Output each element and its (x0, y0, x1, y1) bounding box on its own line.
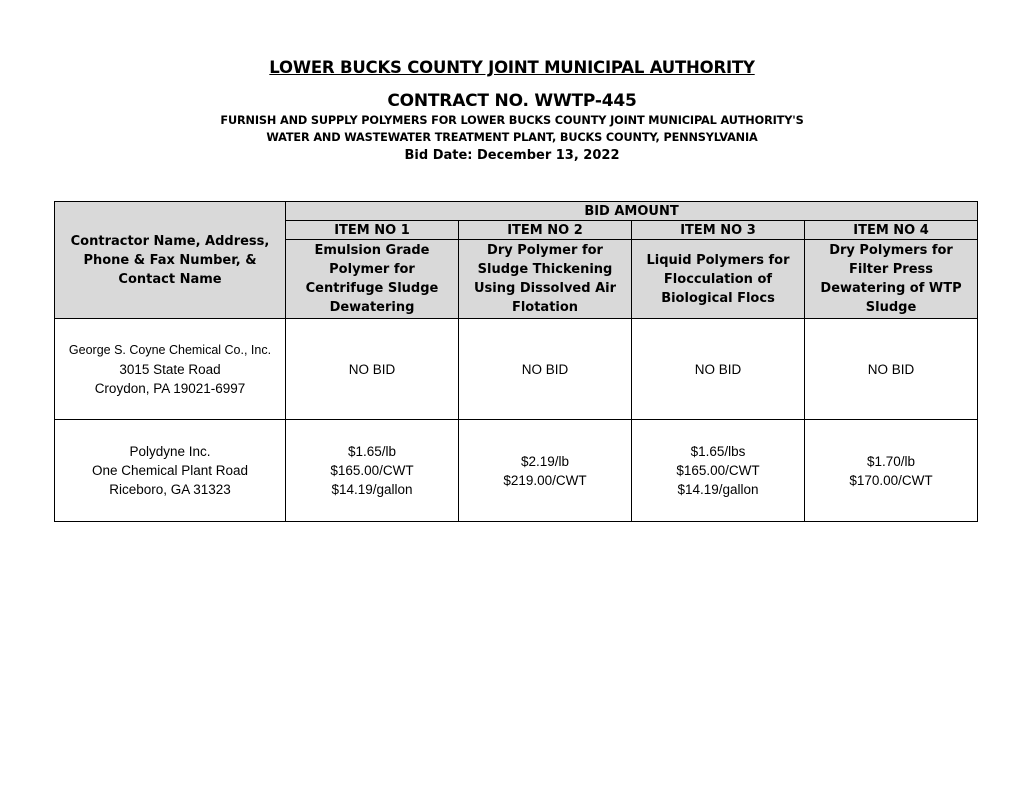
contractor-name: Polydyne Inc. (129, 444, 211, 459)
bid-value: $170.00/CWT (849, 472, 933, 488)
bid-cell (805, 420, 978, 522)
contractor-cell (55, 420, 286, 522)
item-2-number: ITEM NO 2 (459, 221, 632, 240)
item-1-description: Emulsion Grade Polymer for Centrifuge Sludge Dewatering (286, 240, 459, 319)
bid-value: NO BID (867, 361, 915, 377)
bid-cell (632, 319, 805, 420)
bid-value: $1.65/lb (347, 444, 397, 459)
table-row (55, 420, 978, 522)
bid-cell (459, 420, 632, 522)
bid-value: NO BID (694, 361, 742, 377)
bid-value: NO BID (348, 361, 396, 377)
item-1-number: ITEM NO 1 (286, 221, 459, 240)
bid-cell (459, 319, 632, 420)
contract-number: CONTRACT NO. WWTP-445 (387, 91, 637, 111)
contractor-cell (55, 319, 286, 420)
bid-value: NO BID (521, 361, 569, 377)
description-line-2: WATER AND WASTEWATER TREATMENT PLANT, BUCKS COUNTY, PENNSYLVANIA (266, 131, 758, 144)
table-row (55, 319, 978, 420)
contractor-address-2: Riceboro, GA 31323 (109, 482, 231, 497)
contractor-name: George S. Coyne Chemical Co., Inc. (68, 342, 272, 357)
item-3-description: Liquid Polymers for Flocculation of Biological Flocs (632, 240, 805, 319)
bid-value: $14.19/gallon (677, 482, 759, 497)
bid-value: $219.00/CWT (503, 472, 587, 488)
bid-tabulation-table (54, 201, 978, 522)
bid-amount-header: BID AMOUNT (286, 202, 978, 221)
bid-value: $165.00/CWT (330, 463, 414, 478)
item-4-number: ITEM NO 4 (805, 221, 978, 240)
item-2-description: Dry Polymer for Sludge Thickening Using Dissolved Air Flotation (459, 240, 632, 319)
bid-date: Bid Date: December 13, 2022 (404, 148, 620, 163)
bid-cell (632, 420, 805, 522)
bid-value: $165.00/CWT (676, 463, 760, 478)
bid-cell (286, 319, 459, 420)
bid-value: $2.19/lb (520, 453, 570, 469)
bid-value: $1.65/lbs (690, 444, 746, 459)
contractor-address-1: One Chemical Plant Road (91, 463, 249, 478)
contractor-address-2: Croydon, PA 19021-6997 (94, 380, 246, 396)
bid-value: $1.70/lb (867, 453, 916, 469)
organization-title: LOWER BUCKS COUNTY JOINT MUNICIPAL AUTHORITY (269, 58, 755, 77)
contractor-address-1: 3015 State Road (119, 361, 221, 377)
item-4-description: Dry Polymers for Filter Press Dewatering of WTP Sludge (805, 240, 978, 319)
description-line-1: FURNISH AND SUPPLY POLYMERS FOR LOWER BUCKS COUNTY JOINT MUNICIPAL AUTHORITY'S (220, 114, 804, 127)
bid-cell (805, 319, 978, 420)
bid-cell (286, 420, 459, 522)
bid-value: $14.19/gallon (331, 482, 413, 497)
contractor-column-header: Contractor Name, Address, Phone & Fax Number, & Contact Name (55, 202, 286, 319)
item-3-number: ITEM NO 3 (632, 221, 805, 240)
